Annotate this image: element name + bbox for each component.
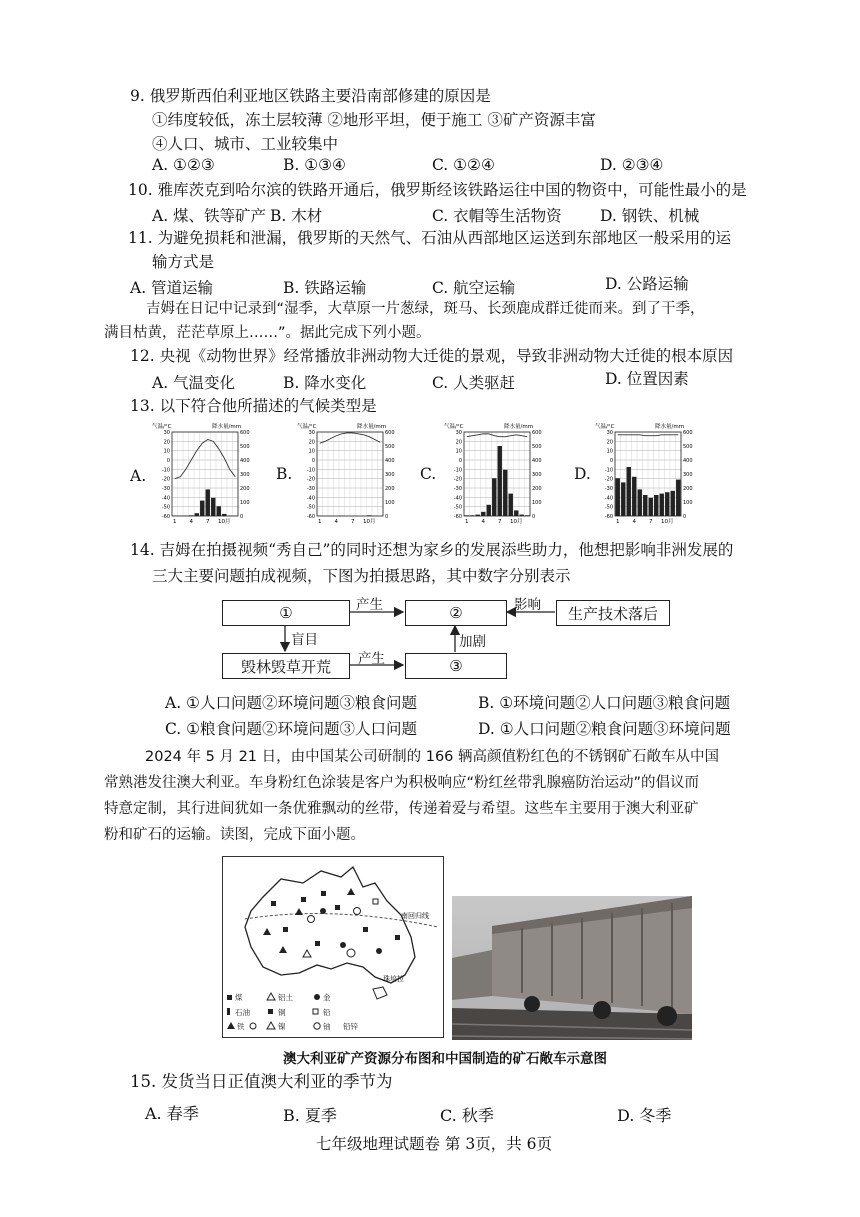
chart-precip-tick: 300 bbox=[385, 472, 395, 478]
chart-month-tick: 10月 bbox=[510, 519, 523, 525]
arrow-label-produce-1: 产生 bbox=[356, 597, 383, 613]
chart-temp-tick: -50 bbox=[604, 504, 613, 511]
chart-precip-tick: 500 bbox=[532, 444, 542, 450]
arrow-label-aggravate: 加剧 bbox=[459, 634, 486, 650]
q9-option-d: D. ②③④ bbox=[600, 156, 664, 174]
q10-stem: 10. 雅库茨克到哈尔滨的铁路开通后，俄罗斯经该铁路运往中国的物资中，可能性最小的是 bbox=[128, 181, 747, 199]
chart-temp-tick: -10 bbox=[453, 467, 462, 474]
legend-coal: 煤 bbox=[235, 993, 243, 1002]
legend-gold: 金 bbox=[323, 993, 331, 1002]
chart-temp-tick: 10 bbox=[455, 448, 462, 455]
intro-aus-line-4: 粉和矿石的运输。读图，完成下面小题。 bbox=[104, 827, 365, 843]
chart-precip-tick: 0 bbox=[683, 514, 687, 520]
q15-option-d: D. 冬季 bbox=[617, 1106, 672, 1125]
chart-precip-tick: 100 bbox=[683, 500, 693, 506]
chart-temp-tick: -20 bbox=[161, 476, 170, 483]
q12-stem: 12. 央视《动物世界》经常播放非洲动物大迁徙的景观，导致非洲动物大迁徙的根本原因 bbox=[130, 347, 734, 365]
diagram-box-tech: 生产技术落后 bbox=[556, 600, 670, 626]
chart-temp-tick: 20 bbox=[163, 439, 170, 446]
page-footer: 七年级地理试题卷 第 3页，共 6页 bbox=[316, 1135, 553, 1153]
chart-precip-label: 降水量/mm bbox=[655, 424, 685, 430]
chart-precip-tick: 500 bbox=[385, 444, 395, 450]
q10-option-d: D. 钢铁、机械 bbox=[600, 207, 700, 225]
chart-precip-tick: 200 bbox=[385, 486, 395, 492]
chart-temp-tick: 10 bbox=[163, 448, 170, 455]
q15-option-b: B. 夏季 bbox=[283, 1106, 337, 1125]
q11-stem-1: 11. 为避免损耗和泄漏，俄罗斯的天然气、石油从西部地区运送到东部地区一般采用的运 bbox=[128, 229, 732, 247]
chart-temp-tick: 20 bbox=[606, 439, 613, 446]
q13-option-a-letter: A. bbox=[130, 467, 147, 485]
chart-month-tick: 1 bbox=[173, 519, 177, 525]
legend-nickel: 镍 bbox=[278, 1022, 286, 1031]
chart-precip-tick: 400 bbox=[683, 458, 693, 464]
q10-option-a: A. 煤、铁等矿产 bbox=[152, 207, 267, 225]
australia-map-svg bbox=[223, 857, 443, 1037]
chart-month-tick: 4 bbox=[189, 519, 193, 525]
map-tropic-label: 南回归线 bbox=[401, 912, 429, 920]
map-city-label: 珠培拉 bbox=[383, 975, 404, 983]
chart-precip-tick: 500 bbox=[240, 444, 250, 450]
chart-temp-tick: -30 bbox=[306, 486, 315, 492]
chart-precip-tick: 600 bbox=[683, 430, 693, 436]
arrow-label-blind: 盲目 bbox=[291, 632, 318, 648]
intro-aus-line-2: 常熟港发往澳大利亚。车身粉红色涂装是客户为积极响应“粉红丝带乳腺癌防治运动”的倡议而 bbox=[104, 775, 700, 791]
chart-precip-tick: 400 bbox=[385, 458, 395, 464]
q9-option-a: A. ①②③ bbox=[152, 156, 215, 174]
chart-temp-tick: 30 bbox=[455, 430, 462, 436]
q14-option-a: A. ①人口问题②环境问题③粮食问题 bbox=[165, 694, 417, 712]
chart-precip-tick: 500 bbox=[683, 444, 693, 450]
q12-option-c: C. 人类驱赶 bbox=[432, 374, 516, 392]
chart-temp-tick: -40 bbox=[453, 495, 462, 502]
intro-jim-line-2: 满目枯黄，茫茫草原上……”。据此完成下列小题。 bbox=[104, 325, 431, 341]
intro-aus-line-1: 2024 年 5 月 21 日，由中国某公司研制的 166 辆高颜值粉红色的不锈钢矿石敞车从中国 bbox=[145, 749, 720, 765]
chart-month-tick: 10月 bbox=[661, 519, 674, 525]
q11-option-b: B. 铁路运输 bbox=[283, 279, 367, 297]
chart-precip-tick: 200 bbox=[240, 486, 250, 492]
chart-month-tick: 10月 bbox=[363, 519, 376, 525]
chart-precip-tick: 0 bbox=[385, 514, 389, 520]
legend-oil: 石油 bbox=[235, 1008, 250, 1017]
chart-temp-tick: -10 bbox=[306, 467, 315, 474]
australia-mineral-map bbox=[222, 856, 444, 1038]
q15-option-c: C. 秋季 bbox=[440, 1106, 494, 1125]
chart-precip-tick: 400 bbox=[240, 458, 250, 464]
q14-option-d: D. ①人口问题②粮食问题③环境问题 bbox=[478, 720, 731, 738]
q9-stem: 9. 俄罗斯西伯利亚地区铁路主要沿南部修建的原因是 bbox=[130, 87, 491, 105]
chart-temp-tick: -20 bbox=[604, 476, 613, 483]
chart-month-tick: 4 bbox=[334, 519, 338, 525]
chart-precip-tick: 600 bbox=[385, 430, 395, 436]
q13-option-b-letter: B. bbox=[276, 465, 293, 483]
chart-temp-tick: 10 bbox=[308, 448, 315, 455]
chart-precip-tick: 600 bbox=[240, 430, 250, 436]
diagram-box-1: ① bbox=[222, 600, 350, 626]
q10-option-b: B. 木材 bbox=[270, 207, 323, 225]
chart-precip-tick: 400 bbox=[532, 458, 542, 464]
q9-option-b: B. ①③④ bbox=[283, 156, 346, 174]
chart-precip-label: 降水量/mm bbox=[212, 424, 242, 430]
ore-wagon-photo bbox=[452, 896, 692, 1040]
chart-temp-tick: 10 bbox=[606, 448, 613, 455]
chart-temp-tick: -40 bbox=[161, 495, 170, 502]
chart-precip-tick: 200 bbox=[683, 486, 693, 492]
chart-precip-tick: 600 bbox=[532, 430, 542, 436]
q9-facts-1: ①纬度较低，冻土层较薄 ②地形平坦，便于施工 ③矿产资源丰富 bbox=[152, 111, 596, 129]
chart-temp-tick: -50 bbox=[453, 504, 462, 511]
intro-jim-line-1: 吉姆在日记中记录到“湿季，大草原一片葱绿，斑马、长颈鹿成群迁徙而来。到了干季， bbox=[146, 301, 705, 317]
chart-temp-label: 气温/°C bbox=[595, 424, 615, 430]
chart-precip-tick: 300 bbox=[240, 472, 250, 478]
chart-temp-tick: -20 bbox=[306, 476, 315, 483]
chart-month-tick: 7 bbox=[498, 519, 502, 525]
chart-temp-label: 气温/°C bbox=[152, 424, 172, 430]
q11-option-c: C. 航空运输 bbox=[432, 279, 516, 297]
legend-bauxite: 铝土 bbox=[278, 993, 293, 1002]
q11-option-d: D. 公路运输 bbox=[605, 275, 689, 293]
arrow-label-produce-2: 产生 bbox=[358, 651, 385, 667]
q11-stem-2: 输方式是 bbox=[152, 253, 215, 271]
chart-temp-tick: 0 bbox=[311, 458, 315, 464]
legend-uranium: 铀 bbox=[323, 1022, 331, 1031]
chart-precip-tick: 300 bbox=[532, 472, 542, 478]
q14-stem-1: 14. 吉姆在拍摄视频“秀自己”的同时还想为家乡的发展添些助力，他想把影响非洲发展的 bbox=[130, 541, 734, 559]
chart-month-tick: 7 bbox=[206, 519, 210, 525]
chart-temp-tick: -60 bbox=[306, 514, 315, 520]
chart-temp-tick: -50 bbox=[161, 504, 170, 511]
figure-caption: 澳大利亚矿产资源分布图和中国制造的矿石敞车示意图 bbox=[283, 1051, 607, 1067]
legend-lead-zinc: 铅锌 bbox=[343, 1022, 358, 1031]
chart-temp-tick: -30 bbox=[604, 486, 613, 492]
chart-temp-tick: 0 bbox=[609, 458, 613, 464]
legend-copper: 铜 bbox=[278, 1008, 286, 1017]
chart-temp-label: 气温/°C bbox=[297, 424, 317, 430]
chart-temp-tick: -60 bbox=[453, 514, 462, 520]
chart-temp-tick: -60 bbox=[161, 514, 170, 520]
chart-month-tick: 7 bbox=[351, 519, 355, 525]
arrow-label-influence: 影响 bbox=[514, 597, 541, 613]
chart-temp-tick: 0 bbox=[458, 458, 462, 464]
q13-option-c-letter: C. bbox=[420, 465, 437, 483]
chart-precip-tick: 300 bbox=[683, 472, 693, 478]
chart-precip-tick: 200 bbox=[532, 486, 542, 492]
chart-temp-tick: -60 bbox=[604, 514, 613, 520]
q12-option-b: B. 降水变化 bbox=[283, 374, 367, 392]
chart-temp-tick: 20 bbox=[455, 439, 462, 446]
chart-temp-tick: 0 bbox=[166, 458, 170, 464]
chart-temp-tick: -30 bbox=[453, 486, 462, 492]
chart-temp-tick: -10 bbox=[161, 467, 170, 474]
legend-iron: 铁 bbox=[237, 1022, 245, 1031]
chart-temp-tick: 30 bbox=[308, 430, 315, 436]
q12-option-a: A. 气温变化 bbox=[152, 374, 236, 392]
q15-stem: 15. 发货当日正值澳大利亚的季节为 bbox=[130, 1072, 393, 1091]
chart-temp-tick: -20 bbox=[453, 476, 462, 483]
q9-facts-2: ④人口、城市、工业较集中 bbox=[152, 135, 339, 153]
chart-temp-tick: 20 bbox=[308, 439, 315, 446]
chart-precip-tick: 0 bbox=[240, 514, 244, 520]
chart-month-tick: 7 bbox=[649, 519, 653, 525]
q11-option-a: A. 管道运输 bbox=[130, 279, 214, 297]
chart-precip-tick: 100 bbox=[240, 500, 250, 506]
chart-temp-tick: -30 bbox=[161, 486, 170, 492]
q14-option-c: C. ①粮食问题②环境问题③人口问题 bbox=[165, 720, 418, 738]
q13-stem: 13. 以下符合他所描述的气候类型是 bbox=[130, 397, 377, 415]
diagram-box-dev: 毁林毁草开荒 bbox=[222, 653, 350, 679]
chart-temp-tick: -10 bbox=[604, 467, 613, 474]
chart-month-tick: 4 bbox=[632, 519, 636, 525]
chart-precip-tick: 100 bbox=[385, 500, 395, 506]
chart-precip-tick: 100 bbox=[532, 500, 542, 506]
chart-month-tick: 1 bbox=[616, 519, 620, 525]
chart-temp-tick: -40 bbox=[306, 495, 315, 502]
chart-precip-tick: 0 bbox=[532, 514, 536, 520]
chart-temp-tick: 30 bbox=[163, 430, 170, 436]
q15-option-a: A. 春季 bbox=[145, 1104, 199, 1123]
chart-temp-tick: -40 bbox=[604, 495, 613, 502]
chart-temp-tick: -50 bbox=[306, 504, 315, 511]
legend-lead: 铅 bbox=[323, 1008, 331, 1017]
chart-month-tick: 4 bbox=[481, 519, 485, 525]
q14-stem-2: 三大主要问题拍成视频，下图为拍摄思路，其中数字分别表示 bbox=[152, 567, 571, 585]
chart-precip-label: 降水量/mm bbox=[504, 424, 534, 430]
chart-month-tick: 1 bbox=[465, 519, 469, 525]
chart-precip-label: 降水量/mm bbox=[357, 424, 387, 430]
q9-option-c: C. ①②④ bbox=[432, 156, 495, 174]
ore-wagon-illustration bbox=[452, 896, 692, 1040]
diagram-box-3: ③ bbox=[405, 653, 507, 679]
q10-option-c: C. 衣帽等生活物资 bbox=[432, 207, 562, 225]
q14-option-b: B. ①环境问题②人口问题③粮食问题 bbox=[478, 694, 731, 712]
chart-temp-tick: 30 bbox=[606, 430, 613, 436]
diagram-box-2: ② bbox=[405, 600, 507, 626]
q13-option-d-letter: D. bbox=[574, 465, 591, 483]
chart-month-tick: 10月 bbox=[218, 519, 231, 525]
chart-temp-label: 气温/°C bbox=[444, 424, 464, 430]
map-legend bbox=[227, 992, 358, 1031]
intro-aus-line-3: 特意定制，其行进间犹如一条优雅飘动的丝带，传递着爱与希望。这些车主要用于澳大利亚矿 bbox=[104, 801, 699, 817]
chart-month-tick: 1 bbox=[318, 519, 322, 525]
q12-option-d: D. 位置因素 bbox=[605, 370, 689, 388]
